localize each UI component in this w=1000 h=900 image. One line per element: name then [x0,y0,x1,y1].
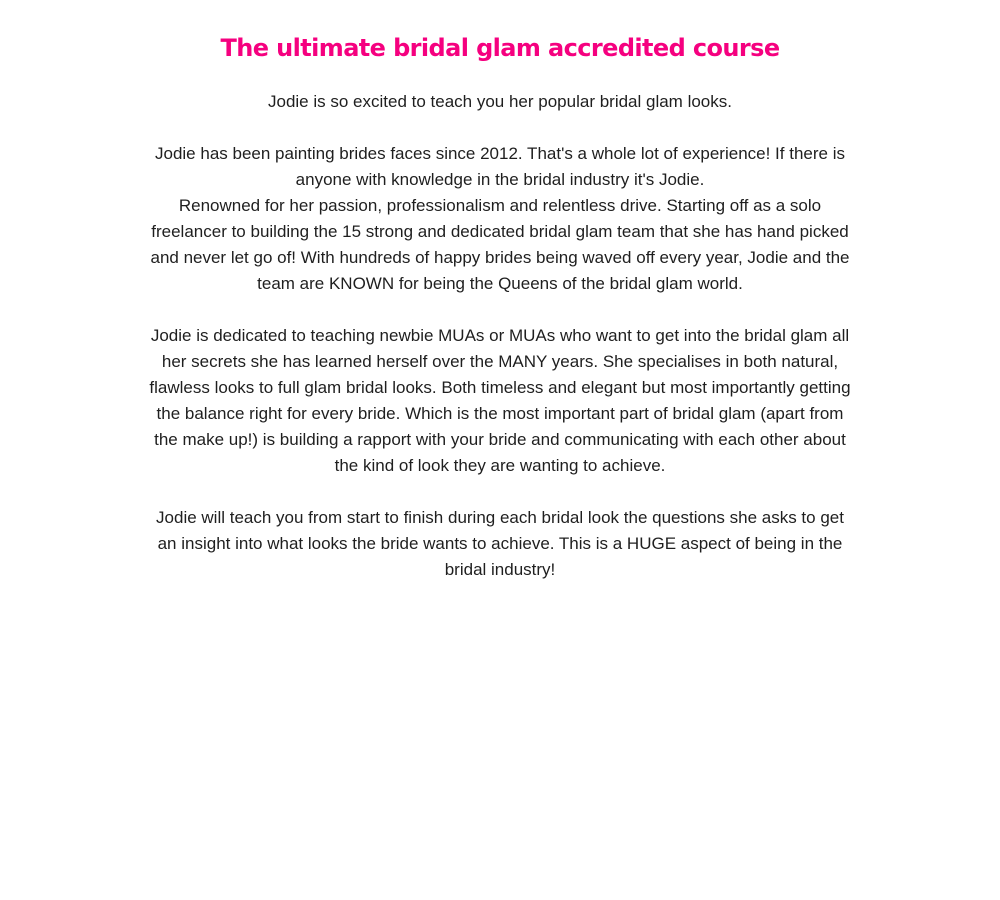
paragraph-spacer [148,479,852,505]
experience-paragraph: Jodie has been painting brides faces since 2012. That's a whole lot of experience! If there is anyone with knowledge in the bridal industry it's Jodie. [155,144,845,189]
page-title: The ultimate bridal glam accredited course [220,34,780,62]
paragraph-spacer [148,115,852,141]
course-description [148,89,852,583]
paragraph-spacer [148,297,852,323]
team-paragraph: Renowned for her passion, professionalism and relentless drive. Starting off as a solo freelancer to building the 15 strong and dedicated bridal glam team that she has hand picked and never let go of! With hundreds of happy brides being waved off every year, Jodie and the team are KNOWN for being the Queens of the bridal glam world. [150,196,850,293]
questions-paragraph: Jodie will teach you from start to finish during each bridal look the questions she asks to get an insight into what looks the bride wants to achieve. This is a HUGE aspect of being in the bridal industry! [156,508,844,579]
intro-paragraph: Jodie is so excited to teach you her popular bridal glam looks. [268,92,732,111]
teaching-paragraph: Jodie is dedicated to teaching newbie MUAs or MUAs who want to get into the bridal glam all her secrets she has learned herself over the MANY years. She specialises in both natural, flawless looks to full glam bridal looks. Both timeless and elegant but most importantly getting the balance right for every bride. Which is the most important part of bridal glam (apart from the make up!) is building a rapport with your bride and communicating with each other about the kind of look they are wanting to achieve. [149,326,851,475]
